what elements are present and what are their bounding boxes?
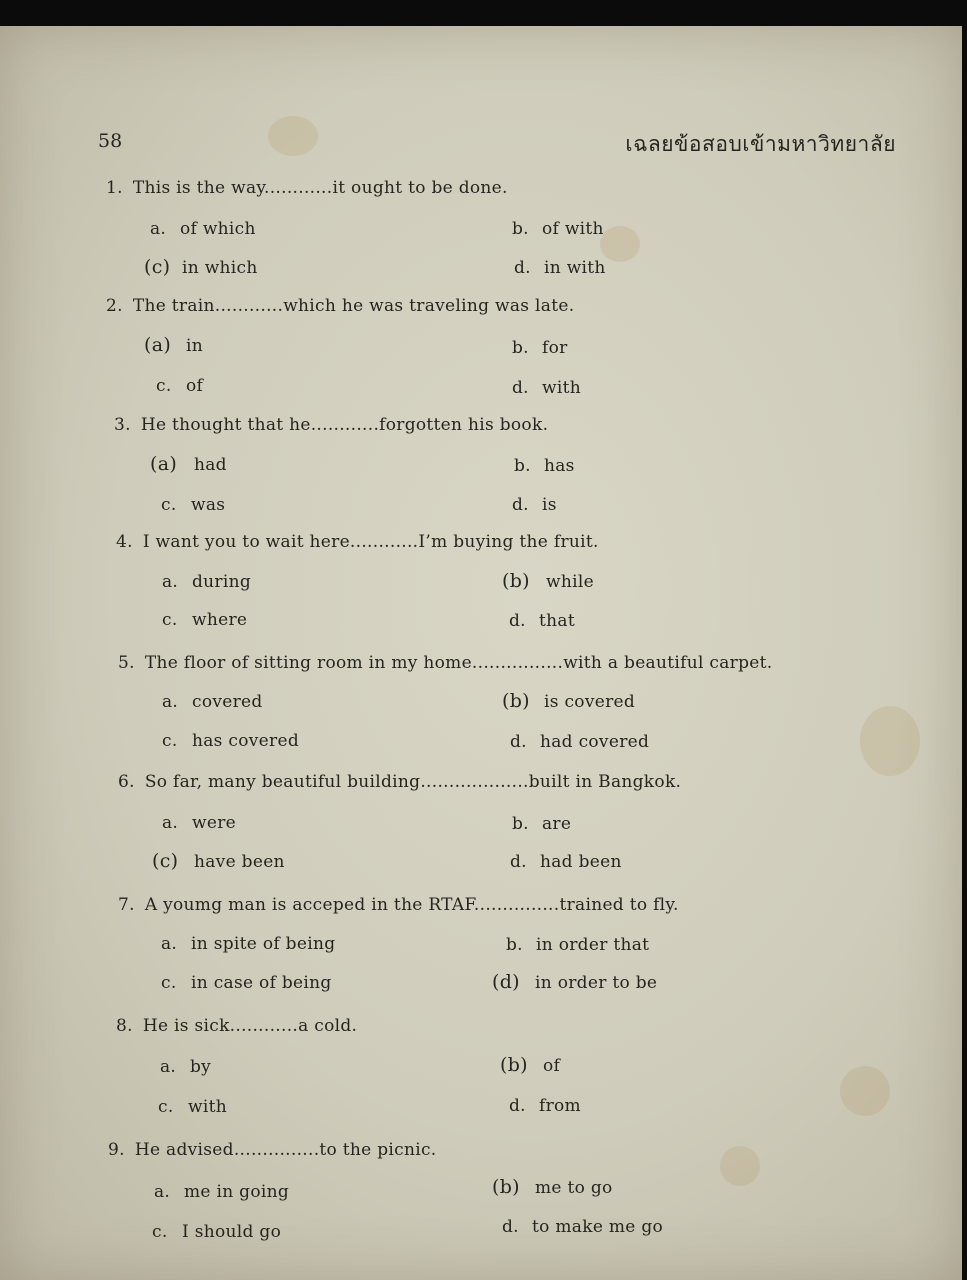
choice-a xyxy=(162,692,263,712)
choice-text: I should go xyxy=(182,1222,282,1242)
question-stem xyxy=(118,653,772,673)
choice-letter: c. xyxy=(162,610,178,630)
exam-page xyxy=(0,26,962,1280)
choice-b-circled xyxy=(502,690,635,712)
choice-letter: c. xyxy=(161,973,177,993)
choice-c xyxy=(162,731,299,751)
question-text: He advised...............to the picnic. xyxy=(134,1140,437,1160)
choice-b-circled xyxy=(492,1176,613,1198)
choice-text: is covered xyxy=(544,692,636,712)
choice-letter: c. xyxy=(158,1097,174,1117)
choice-text: that xyxy=(539,611,575,631)
choice-letter: (b) xyxy=(502,570,530,592)
page-number: 58 xyxy=(98,130,123,152)
choice-text: with xyxy=(188,1097,227,1117)
question-stem xyxy=(108,1140,436,1160)
choice-letter: (b) xyxy=(492,1176,520,1198)
question-number: 9. xyxy=(108,1140,125,1160)
question-text: So far, many beautiful building...................built in Bangkok. xyxy=(144,772,682,792)
choice-c xyxy=(156,376,203,396)
choice-letter: d. xyxy=(502,1217,519,1237)
choice-d xyxy=(514,258,606,278)
paper-stain xyxy=(860,706,920,776)
choice-c xyxy=(152,1222,281,1242)
choice-letter: d. xyxy=(509,1096,526,1116)
choice-text: me in going xyxy=(184,1182,290,1202)
question-text: This is the way............it ought to be done. xyxy=(132,178,508,198)
choice-letter: a. xyxy=(150,219,167,239)
choice-letter: a. xyxy=(160,1057,177,1077)
choice-text: of with xyxy=(542,219,604,239)
choice-text: had covered xyxy=(540,732,650,752)
question-stem xyxy=(118,895,679,915)
choice-c xyxy=(162,610,247,630)
choice-text: where xyxy=(192,610,248,630)
question-number: 7. xyxy=(118,895,135,915)
choice-letter: a. xyxy=(161,934,178,954)
choice-letter: a. xyxy=(162,813,179,833)
choice-c xyxy=(161,495,225,515)
choice-text: in spite of being xyxy=(191,934,336,954)
choice-b xyxy=(506,935,649,955)
paper-stain xyxy=(720,1146,760,1186)
choice-b xyxy=(512,219,604,239)
question-stem xyxy=(118,772,681,792)
choice-a xyxy=(162,572,251,592)
choice-letter: (a) xyxy=(150,453,178,475)
choice-text: of which xyxy=(180,219,256,239)
choice-letter: (a) xyxy=(144,334,172,356)
choice-text: during xyxy=(192,572,252,592)
question-number: 8. xyxy=(116,1016,133,1036)
question-text: The train............which he was traveling was late. xyxy=(132,296,575,316)
choice-b xyxy=(512,814,571,834)
choice-letter: b. xyxy=(512,338,529,358)
choice-text: from xyxy=(539,1096,581,1116)
choice-letter: c. xyxy=(162,731,178,751)
choice-letter: d. xyxy=(512,378,529,398)
choice-b-circled xyxy=(500,1054,560,1076)
choice-d-circled xyxy=(492,971,657,993)
question-stem xyxy=(106,178,508,198)
choice-letter: b. xyxy=(512,219,529,239)
choice-text: by xyxy=(190,1057,212,1077)
paper-stain xyxy=(840,1066,890,1116)
choice-text: have been xyxy=(194,852,285,872)
choice-text: in with xyxy=(544,258,606,278)
choice-letter: (b) xyxy=(500,1054,528,1076)
choice-text: for xyxy=(542,338,568,358)
choice-letter: c. xyxy=(152,1222,168,1242)
choice-text: had been xyxy=(540,852,622,872)
choice-text: of xyxy=(186,376,204,396)
choice-d xyxy=(512,378,581,398)
question-stem xyxy=(116,1016,357,1036)
question-text: He thought that he............forgotten his book. xyxy=(140,415,549,435)
running-title: เฉลยข้อสอบเข้ามหาวิทยาลัย xyxy=(625,132,896,156)
choice-letter: d. xyxy=(510,732,527,752)
choice-d xyxy=(502,1217,663,1237)
choice-letter: b. xyxy=(506,935,523,955)
choice-c xyxy=(161,973,332,993)
choice-letter: (d) xyxy=(492,971,520,993)
choice-text: has covered xyxy=(192,731,300,751)
choice-letter: a. xyxy=(154,1182,171,1202)
question-number: 4. xyxy=(116,532,133,552)
choice-letter: (c) xyxy=(144,256,171,278)
question-number: 5. xyxy=(118,653,135,673)
choice-a xyxy=(160,1057,211,1077)
choice-text: while xyxy=(546,572,594,592)
choice-letter: (c) xyxy=(152,850,179,872)
choice-d xyxy=(510,732,649,752)
question-text: He is sick............a cold. xyxy=(142,1016,358,1036)
choice-letter: d. xyxy=(509,611,526,631)
choice-letter: (b) xyxy=(502,690,530,712)
choice-letter: d. xyxy=(510,852,527,872)
paper-stain xyxy=(268,116,318,156)
choice-b xyxy=(512,338,568,358)
question-stem xyxy=(106,296,574,316)
question-number: 2. xyxy=(106,296,123,316)
choice-a-circled xyxy=(144,334,203,356)
choice-c-circled xyxy=(144,256,258,278)
choice-b-circled xyxy=(502,570,594,592)
choice-b xyxy=(514,456,575,476)
choice-text: was xyxy=(191,495,226,515)
choice-text: in order that xyxy=(536,935,650,955)
choice-text: is xyxy=(542,495,557,515)
choice-d xyxy=(509,1096,581,1116)
question-number: 3. xyxy=(114,415,131,435)
question-text: A youmg man is acceped in the RTAF...............trained to fly. xyxy=(144,895,679,915)
choice-letter: c. xyxy=(156,376,172,396)
choice-text: with xyxy=(542,378,581,398)
choice-text: in order to be xyxy=(535,973,658,993)
choice-letter: b. xyxy=(514,456,531,476)
choice-text: had xyxy=(194,455,227,475)
choice-a-circled xyxy=(150,453,227,475)
question-text: The floor of sitting room in my home................with a beautiful carpet. xyxy=(144,653,773,673)
choice-letter: b. xyxy=(512,814,529,834)
choice-text: me to go xyxy=(535,1178,613,1198)
choice-a xyxy=(161,934,335,954)
choice-text: in xyxy=(186,336,203,356)
choice-text: has xyxy=(544,456,575,476)
choice-d xyxy=(509,611,575,631)
choice-a xyxy=(150,219,256,239)
question-stem xyxy=(114,415,548,435)
question-stem xyxy=(116,532,599,552)
choice-letter: d. xyxy=(512,495,529,515)
choice-letter: d. xyxy=(514,258,531,278)
question-number: 6. xyxy=(118,772,135,792)
choice-d xyxy=(510,852,622,872)
choice-text: are xyxy=(542,814,572,834)
choice-c xyxy=(158,1097,227,1117)
choice-text: in which xyxy=(182,258,258,278)
choice-a xyxy=(154,1182,289,1202)
choice-letter: a. xyxy=(162,572,179,592)
choice-c-circled xyxy=(152,850,285,872)
choice-text: in case of being xyxy=(191,973,332,993)
choice-text: to make me go xyxy=(532,1217,664,1237)
choice-a xyxy=(162,813,236,833)
choice-text: covered xyxy=(192,692,263,712)
choice-d xyxy=(512,495,557,515)
question-number: 1. xyxy=(106,178,123,198)
paper-stain xyxy=(600,226,640,262)
question-text: I want you to wait here............I’m buying the fruit. xyxy=(142,532,599,552)
choice-text: were xyxy=(192,813,236,833)
choice-text: of xyxy=(543,1056,561,1076)
choice-letter: c. xyxy=(161,495,177,515)
choice-letter: a. xyxy=(162,692,179,712)
